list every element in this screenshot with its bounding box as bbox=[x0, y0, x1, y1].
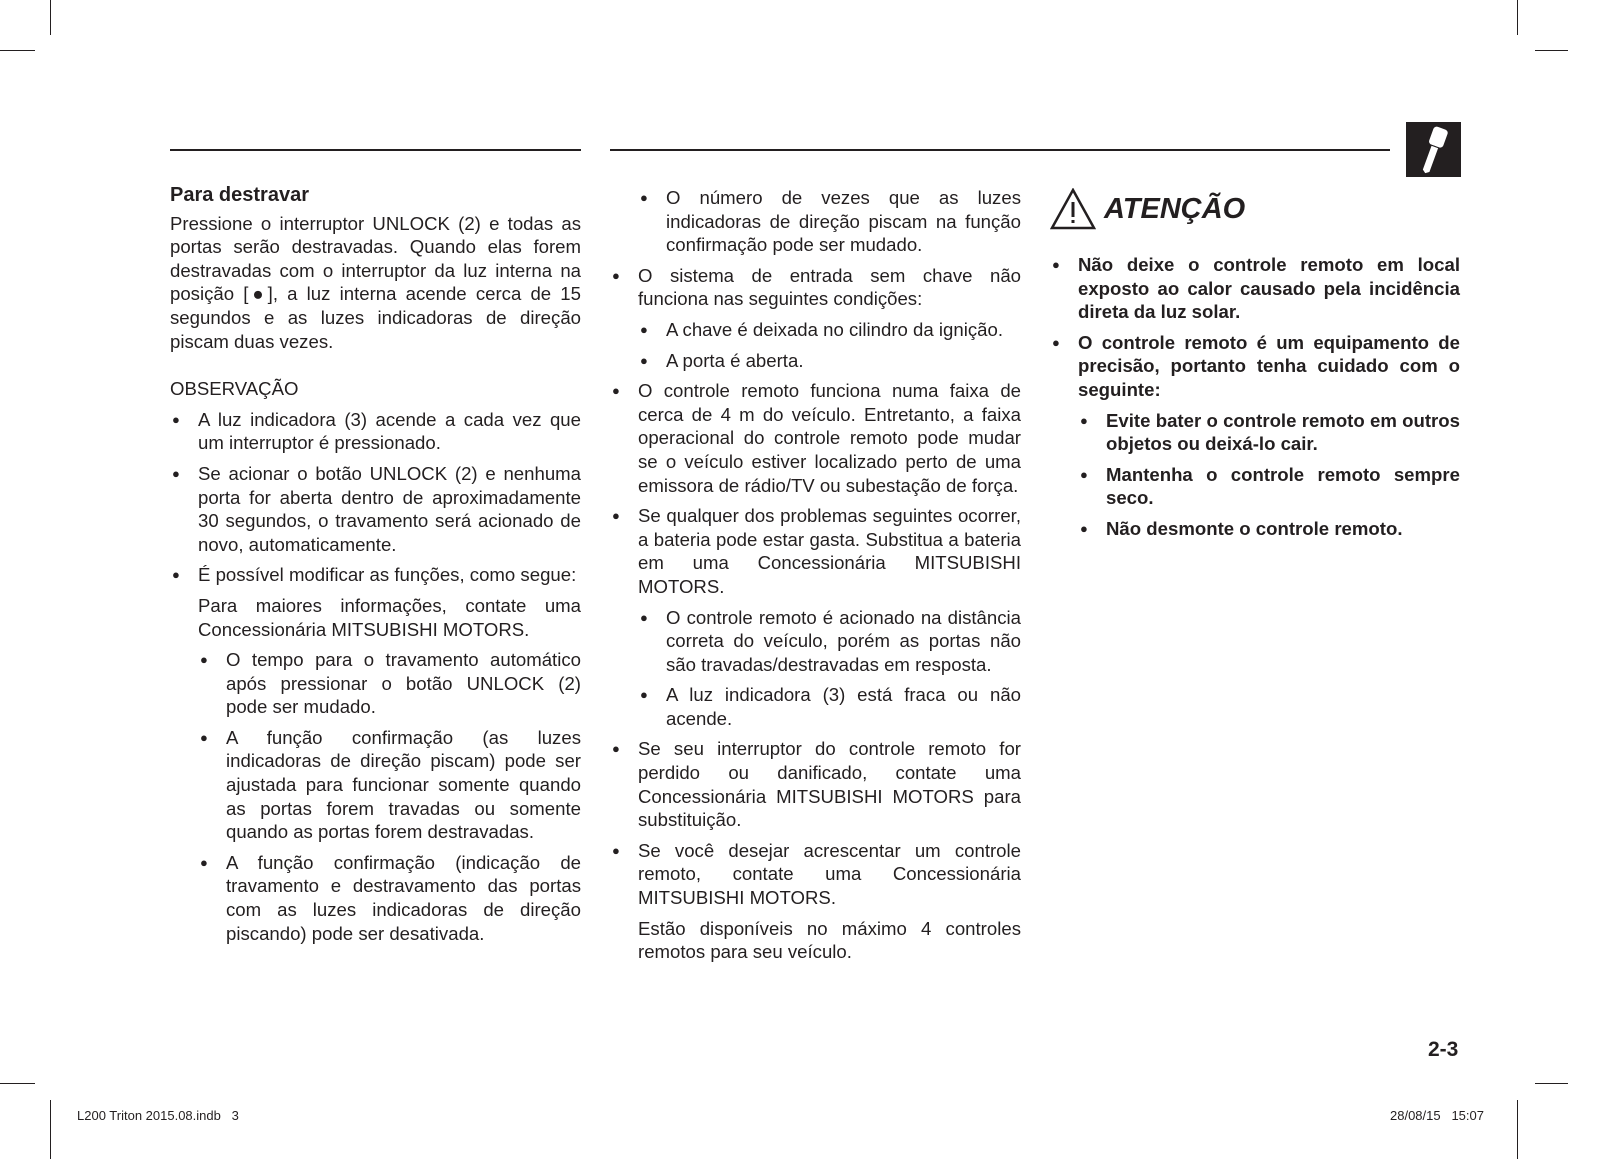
section-heading: Para destravar bbox=[170, 184, 309, 206]
warning-heading bbox=[1050, 188, 1245, 230]
crop-mark bbox=[50, 0, 51, 35]
page-number: 2-3 bbox=[1428, 1038, 1459, 1061]
list-item-text: Estão disponíveis no máximo 4 controles remotos para seu veículo. bbox=[638, 917, 1021, 963]
list-item bbox=[610, 737, 1021, 831]
bullet-icon: ● bbox=[1080, 520, 1088, 536]
list-item-text: O número de vezes que as luzes indicadoras de direção piscam na função confirmação pode ser mudado. bbox=[666, 187, 1021, 256]
list-item-text: A luz indicadora (3) está fraca ou não acende. bbox=[666, 684, 1021, 729]
list-item bbox=[610, 379, 1021, 497]
list-item bbox=[1050, 253, 1460, 324]
list-item bbox=[1078, 517, 1460, 541]
bullet-icon: ● bbox=[640, 687, 648, 703]
list-item bbox=[170, 594, 581, 641]
list-item-text: Se seu interruptor do controle remoto for perdido ou danificado, contate uma Concessionária MITSUBISHI MOTORS para substituição. bbox=[638, 738, 1021, 831]
crop-mark bbox=[0, 1083, 35, 1084]
list-item-text: O controle remoto é acionado na distância correta do veículo, porém as portas não são travadas/destravadas em resposta. bbox=[666, 606, 1021, 675]
list-item bbox=[170, 408, 581, 455]
list-item bbox=[610, 917, 1021, 964]
list-item-text: Mantenha o controle remoto sempre seco. bbox=[1106, 463, 1460, 509]
crop-mark bbox=[0, 50, 35, 51]
note-label: OBSERVAÇÃO bbox=[170, 378, 299, 400]
bullet-icon: ● bbox=[200, 729, 208, 745]
crop-mark bbox=[1535, 50, 1568, 51]
key-icon bbox=[1406, 122, 1461, 177]
bullet-icon: ● bbox=[640, 190, 648, 205]
list-item bbox=[1078, 409, 1460, 456]
list-item-text: A chave é deixada no cilindro da ignição. bbox=[666, 318, 1003, 340]
header-rule-left bbox=[170, 149, 581, 151]
warning-title: ATENÇÃO bbox=[1104, 192, 1246, 225]
bullet-icon: ● bbox=[172, 411, 180, 427]
list-item bbox=[170, 462, 581, 556]
list-item bbox=[638, 349, 1021, 373]
list-item-text: O controle remoto funciona numa faixa de cerca de 4 m do veículo. Entretanto, a faixa operacional do controle remoto pode mudar se o veículo estiver localizado perto de uma emissora de rádio/TV ou subestação de força. bbox=[638, 380, 1021, 496]
footer-date: 28/08/15 15:07 bbox=[1390, 1108, 1484, 1123]
bullet-icon: ● bbox=[640, 321, 648, 337]
bullet-icon: ● bbox=[1052, 334, 1060, 350]
crop-mark bbox=[50, 1100, 51, 1159]
warning-triangle-icon bbox=[1050, 188, 1096, 230]
list-item-text: O sistema de entrada sem chave não funciona nas seguintes condições: bbox=[638, 264, 1021, 310]
list-item-text: Não deixe o controle remoto em local exposto ao calor causado pela incidência direta da luz solar. bbox=[1078, 254, 1460, 323]
list-item-text: Evite bater o controle remoto em outros objetos ou deixá-lo cair. bbox=[1106, 409, 1460, 455]
list-item-text: Se você desejar acrescentar um controle remoto, contate uma Concessionária MITSUBISHI MOTORS. bbox=[638, 839, 1021, 909]
list-item bbox=[1078, 463, 1460, 510]
bullet-icon: ● bbox=[1080, 412, 1088, 428]
crop-mark bbox=[1517, 0, 1518, 35]
list-item bbox=[198, 648, 581, 719]
list-item-text: Se acionar o botão UNLOCK (2) e nenhuma porta for aberta dentro de aproximadamente 30 segundos, o travamento será acionado de novo, automaticamente. bbox=[198, 462, 581, 555]
list-item-text: A porta é aberta. bbox=[666, 349, 804, 371]
list-item-text: É possível modificar as funções, como segue: bbox=[198, 564, 577, 586]
column-2 bbox=[610, 186, 1021, 964]
list-item-text: A função confirmação (as luzes indicadoras de direção piscam) pode ser ajustada para funcionar somente quando as portas forem travadas ou somente quando as portas forem destravadas. bbox=[226, 726, 581, 843]
bullet-icon: ● bbox=[172, 465, 180, 481]
list-item bbox=[1050, 331, 1460, 402]
list-item-text: O controle remoto é um equipamento de precisão, portanto tenha cuidado com o seguinte: bbox=[1078, 331, 1460, 400]
list-item-text: Para maiores informações, contate uma Concessionária MITSUBISHI MOTORS. bbox=[198, 594, 581, 640]
bullet-icon: ● bbox=[640, 609, 648, 625]
bullet-icon: ● bbox=[612, 383, 620, 399]
bullet-icon: ● bbox=[612, 842, 620, 858]
list-item bbox=[638, 683, 1021, 730]
bullet-icon: ● bbox=[200, 854, 208, 870]
column-1 bbox=[170, 184, 581, 945]
list-item bbox=[610, 264, 1021, 311]
bullet-icon: ● bbox=[200, 652, 208, 668]
bullet-icon: ● bbox=[612, 741, 620, 757]
list-item-text: A função confirmação (indicação de travamento e destravamento das portas com as luzes indicadoras de direção piscando) pode ser desativada. bbox=[226, 851, 581, 944]
list-item bbox=[170, 563, 581, 587]
list-item bbox=[198, 851, 581, 945]
footer-file: L200 Triton 2015.08.indb 3 bbox=[77, 1108, 239, 1123]
column-3 bbox=[1050, 246, 1460, 541]
bullet-icon: ● bbox=[640, 352, 648, 368]
bullet-icon: ● bbox=[1080, 466, 1088, 482]
list-item bbox=[198, 726, 581, 844]
body-paragraph: Pressione o interruptor UNLOCK (2) e todas as portas serão destravadas. Quando elas forem destravadas com o interruptor da luz interna na posição [●], a luz interna acende cerca de 15 segundos e as luzes indicadoras de direção piscam duas vezes. bbox=[170, 212, 581, 352]
bullet-icon: ● bbox=[1052, 257, 1060, 272]
list-item bbox=[610, 504, 1021, 598]
list-item-text: Se qualquer dos problemas seguintes ocorrer, a bateria pode estar gasta. Substitua a bateria em uma Concessionária MITSUBISHI MOTORS. bbox=[638, 505, 1021, 597]
list-item-text: Não desmonte o controle remoto. bbox=[1106, 517, 1403, 539]
bullet-icon: ● bbox=[172, 567, 180, 583]
header-rule-right bbox=[610, 149, 1390, 151]
bullet-icon: ● bbox=[612, 267, 620, 283]
list-item-text: A luz indicadora (3) acende a cada vez que um interruptor é pressionado. bbox=[198, 408, 581, 454]
list-item-text: O tempo para o travamento automático após pressionar o botão UNLOCK (2) pode ser mudado. bbox=[226, 649, 581, 718]
list-item bbox=[610, 839, 1021, 910]
list-item bbox=[638, 186, 1021, 257]
list-item bbox=[638, 318, 1021, 342]
crop-mark bbox=[1517, 1100, 1518, 1159]
list-item bbox=[638, 606, 1021, 677]
crop-mark bbox=[1535, 1083, 1568, 1084]
bullet-icon: ● bbox=[612, 508, 620, 524]
